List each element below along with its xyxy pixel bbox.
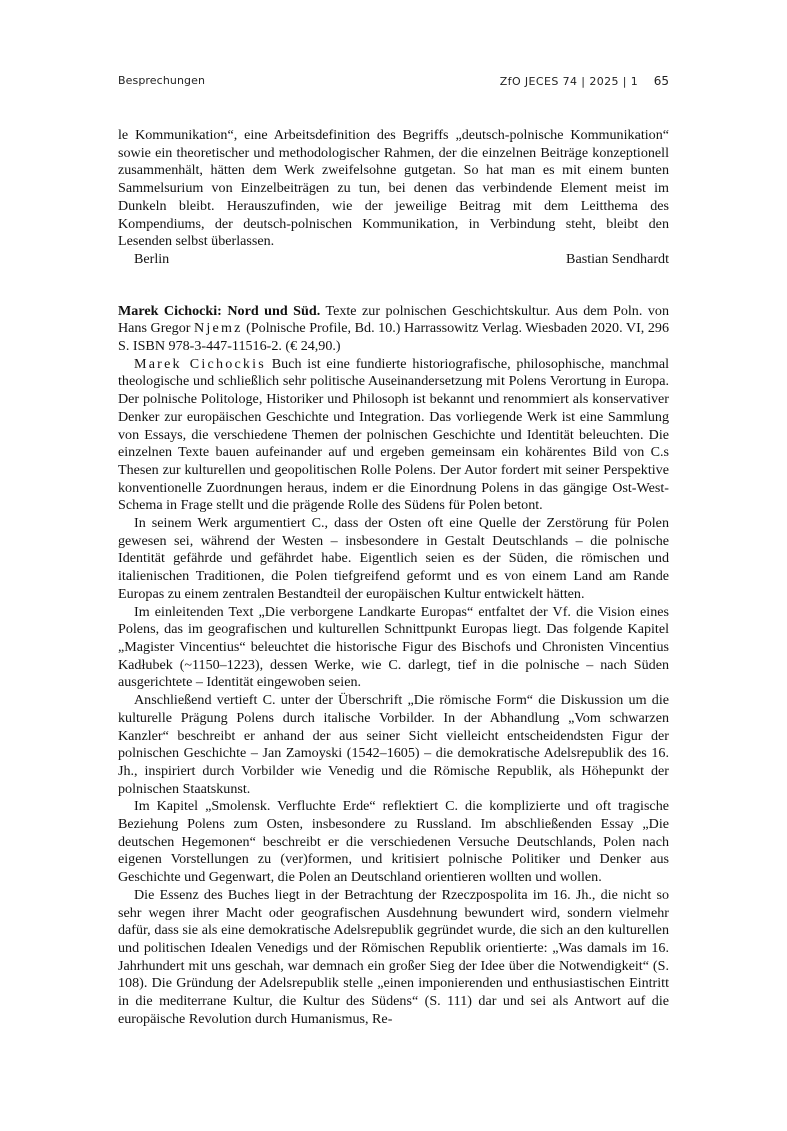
review-paragraph-1 [118,356,669,515]
review-separator [118,269,669,303]
review-signature [118,251,669,269]
book-author-title: Marek Cichocki: Nord und Süd. [118,302,321,319]
bibliographic-details-1: Texte zur polnischen Geschichtskultur. Aus dem Poln. von Hans Gregor [118,302,669,337]
review-paragraph-6: Die Essenz des Buches liegt in der Betrachtung der Rzeczpospolita im 16. Jh., die nicht so sehr wegen ihrer Macht oder geografischen Ausdehnung bewundert wird, sondern vielmehr dafür, dass sie als eine demokratische Adelsrepublik gegründet wurde, die sich an den kulturellen und politischen Idealen Venedigs und der Römischen Republik orientierte: „Was damals im 16. Jahrhundert mit uns geschah, war demnach ein großer Sieg der Idee über die Notwendigkeit“ (S. 108). Die Gründung der Adelsrepublik stelle „einen imponierenden und enthusiastischen Eintritt in die mediterrane Kultur, die Kultur des Südens“ (S. 111) dar und sei als Antwort auf die europäische Revolution durch Humanismus, Re- [118,886,669,1027]
review-paragraph-5: Im Kapitel „Smolensk. Verfluchte Erde“ reflektiert C. die komplizierte und oft tragische Beziehung Polens zum Osten, insbesondere zu Russland. Im abschließenden Essay „Die deutschen Hegemonen“ beschreibt er die verschiedenen Versuche Deutschlands, Polen nach eigenen Vorstellungen zu (ver)formen, und kritisiert polnische Politiker und Denker aus Geschichte und Gegenwart, die Polen an Deutschland orientieren wollten und wollen. [118,798,669,886]
reviewed-author-name: Marek Cichockis [134,355,266,372]
bibliographic-details-2: (Polnische Profile, Bd. 10.) Harrassowitz Verlag. Wiesbaden 2020. VI, 296 S. ISBN 978-3-447-11516-2. (€ 24,90.) [118,320,669,355]
signature-place: Berlin [134,250,170,267]
journal-issue: ZfO JECES 74 | 2025 | 1 [499,75,639,88]
signature-author: Bastian Sendhardt [566,250,669,267]
review-paragraph-4: Anschließend vertieft C. unter der Überschrift „Die römische Form“ die Diskussion um die kulturelle Prägung Polens durch italische Vorbilder. In der Abhandlung „Vom schwarzen Kanzler“ beschreibt er anhand der aus seiner Sicht vielleicht entscheidendsten Figur der polnischen Geschichte – Jan Zamoyski (1542–1605) – die demokratische Adelsrepublik des 16. Jh., inspiriert durch Vorbilder wie Venedig und die Römische Republik, als Höhepunkt der polnischen Staatskunst. [118,692,669,797]
running-head [118,74,669,92]
page-number: 65 [653,74,669,88]
previous-review-ending: le Kommunikation“, eine Arbeitsdefinition des Begriffs „deutsch-polnische Kommunikation“ sowie ein theoretischer und methodologischer Rahmen, der die einzelnen Beiträge konzeptionell zusammenhält, hätten dem Werk zweifelsohne gutgetan. So hat man es mit einem bunten Sammelsurium von Einzelbeiträgen zu tun, bei denen das verbindende Element meist im Dunkeln bleibt. Herauszufinden, wie der jeweilige Beitrag mit dem Leitthema des Kompendiums, der deutsch-polnischen Kommunikation, in Verbindung steht, bleibt den Lesenden selbst überlassen. [118,127,669,250]
page-body [118,127,669,1028]
journal-info [500,74,669,88]
review-paragraph-3: Im einleitenden Text „Die verborgene Landkarte Europas“ entfaltet der Vf. die Vision eines Polens, das im geografischen und kulturellen Schnittpunkt Europas liegt. Das folgende Kapitel „Magister Vincentius“ beleuchtet die historische Figur des Bischofs und Chronisten Vincentius Kadłubek (~1150–1223), dessen Werke, wie C. darlegt, tief in die polnische – nach Süden ausgerichtete – Identität eingewoben seien. [118,603,669,691]
section-title: Besprechungen [118,74,206,87]
review-paragraph-2: In seinem Werk argumentiert C., dass der Osten oft eine Quelle der Zerstörung für Polen gewesen sei, während der Westen – insbesondere in Gestalt Deutschlands – die polnische Identität gefährde und gefährdet habe. Eigentlich seien es der Süden, die römischen und italienischen Traditionen, die Polen tiefgreifend geformt und es von einem Land am Rande Europas zu einem zentralen Bestandteil der europäischen Kultur entwickelt hätten. [118,515,669,602]
translator-name: Njemz [194,320,243,337]
bibliographic-entry [118,303,669,356]
paragraph-1-text: Buch ist eine fundierte historiografische, philosophische, manchmal theologische und schließlich sehr politische Auseinandersetzung mit Polens Verortung in Europa. Der polnische Politologe, Historiker und Philosoph ist bekannt und renommiert als konservativer Denker zur europäischen Geschichte und Integration. Das vorliegende Werk ist eine Sammlung von Essays, die verschiedene Themen der polnischen Geschichte und Identität beleuchten. Die einzelnen Texte bauen aufeinander auf und ergeben gemeinsam ein kohärentes Bild von C.s Thesen zur kulturellen und geopolitischen Rolle Polens. Der Autor fordert mit seiner Perspektive konventionelle Zuordnungen heraus, indem er die Einordnung Polens in das gängige Ost-West-Schema in Frage stellt und die prägende Rolle des Südens für Polen betont. [118,355,669,514]
